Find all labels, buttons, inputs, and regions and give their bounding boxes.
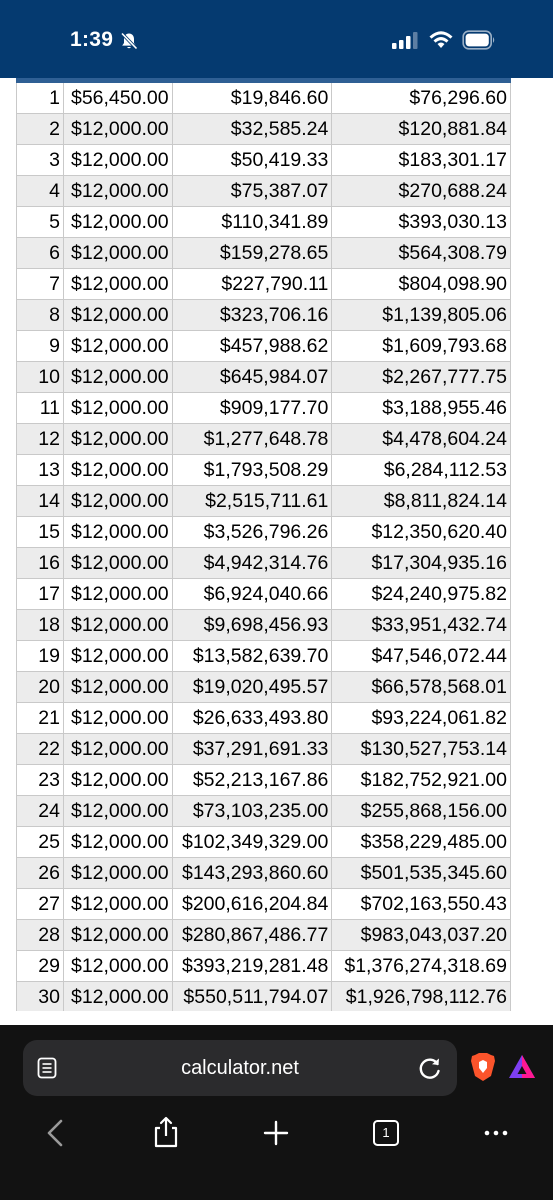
year-cell: 11 [17, 393, 64, 424]
table-row [17, 300, 511, 331]
interest-cell: $280,867,486.77 [172, 920, 332, 951]
table-row [17, 393, 511, 424]
deposit-cell: $12,000.00 [63, 486, 172, 517]
back-icon[interactable] [36, 1113, 76, 1153]
browser-toolbar [0, 1025, 553, 1200]
table-row [17, 765, 511, 796]
table-row [17, 827, 511, 858]
year-cell: 18 [17, 610, 64, 641]
tab-count: 1 [382, 1125, 390, 1140]
deposit-cell: $12,000.00 [63, 672, 172, 703]
interest-cell: $393,219,281.48 [172, 951, 332, 982]
deposit-cell: $12,000.00 [63, 331, 172, 362]
interest-cell: $200,616,204.84 [172, 889, 332, 920]
deposit-cell: $12,000.00 [63, 455, 172, 486]
deposit-cell: $12,000.00 [63, 393, 172, 424]
balance-cell: $24,240,975.82 [332, 579, 511, 610]
balance-cell: $1,376,274,318.69 [332, 951, 511, 982]
deposit-cell: $12,000.00 [63, 734, 172, 765]
table-row [17, 455, 511, 486]
year-cell: 10 [17, 362, 64, 393]
interest-cell: $645,984.07 [172, 362, 332, 393]
table-row [17, 672, 511, 703]
interest-cell: $2,515,711.61 [172, 486, 332, 517]
deposit-cell: $12,000.00 [63, 269, 172, 300]
year-cell: 14 [17, 486, 64, 517]
interest-cell: $323,706.16 [172, 300, 332, 331]
year-cell: 1 [17, 83, 64, 114]
year-cell: 2 [17, 114, 64, 145]
deposit-cell: $12,000.00 [63, 796, 172, 827]
balance-cell: $120,881.84 [332, 114, 511, 145]
table-row [17, 114, 511, 145]
year-cell: 4 [17, 176, 64, 207]
year-cell: 6 [17, 238, 64, 269]
interest-cell: $110,341.89 [172, 207, 332, 238]
interest-cell: $19,020,495.57 [172, 672, 332, 703]
year-cell: 7 [17, 269, 64, 300]
table-row [17, 517, 511, 548]
balance-cell: $6,284,112.53 [332, 455, 511, 486]
table-row [17, 331, 511, 362]
year-cell: 20 [17, 672, 64, 703]
interest-cell: $4,942,314.76 [172, 548, 332, 579]
table-row [17, 548, 511, 579]
table-row [17, 796, 511, 827]
year-cell: 17 [17, 579, 64, 610]
deposit-cell: $12,000.00 [63, 424, 172, 455]
year-cell: 3 [17, 145, 64, 176]
battery-icon [462, 30, 496, 50]
deposit-cell: $12,000.00 [63, 951, 172, 982]
year-cell: 23 [17, 765, 64, 796]
deposit-cell: $12,000.00 [63, 610, 172, 641]
brave-rewards-icon[interactable] [508, 1054, 536, 1080]
balance-cell: $358,229,485.00 [332, 827, 511, 858]
deposit-cell: $12,000.00 [63, 703, 172, 734]
table-row [17, 424, 511, 455]
year-cell: 28 [17, 920, 64, 951]
table-row [17, 641, 511, 672]
balance-cell: $983,043,037.20 [332, 920, 511, 951]
year-cell: 12 [17, 424, 64, 455]
interest-cell: $32,585.24 [172, 114, 332, 145]
interest-cell: $52,213,167.86 [172, 765, 332, 796]
table-row [17, 145, 511, 176]
interest-cell: $50,419.33 [172, 145, 332, 176]
year-cell: 22 [17, 734, 64, 765]
balance-cell: $1,609,793.68 [332, 331, 511, 362]
status-bar [0, 0, 553, 78]
balance-cell: $1,139,805.06 [332, 300, 511, 331]
year-cell: 8 [17, 300, 64, 331]
deposit-cell: $12,000.00 [63, 765, 172, 796]
deposit-cell: $12,000.00 [63, 827, 172, 858]
table-row [17, 83, 511, 114]
table-row [17, 269, 511, 300]
interest-cell: $909,177.70 [172, 393, 332, 424]
interest-cell: $550,511,794.07 [172, 982, 332, 1012]
table-row [17, 889, 511, 920]
wifi-icon [428, 29, 454, 49]
table-row [17, 858, 511, 889]
balance-cell: $393,030.13 [332, 207, 511, 238]
balance-cell: $12,350,620.40 [332, 517, 511, 548]
deposit-cell: $12,000.00 [63, 207, 172, 238]
deposit-cell: $56,450.00 [63, 83, 172, 114]
balance-cell: $1,926,798,112.76 [332, 982, 511, 1012]
year-cell: 13 [17, 455, 64, 486]
share-icon[interactable] [146, 1113, 186, 1153]
balance-cell: $8,811,824.14 [332, 486, 511, 517]
deposit-cell: $12,000.00 [63, 548, 172, 579]
balance-cell: $66,578,568.01 [332, 672, 511, 703]
deposit-cell: $12,000.00 [63, 641, 172, 672]
balance-cell: $93,224,061.82 [332, 703, 511, 734]
balance-cell: $33,951,432.74 [332, 610, 511, 641]
interest-cell: $159,278.65 [172, 238, 332, 269]
balance-cell: $17,304,935.16 [332, 548, 511, 579]
balance-cell: $2,267,777.75 [332, 362, 511, 393]
interest-cell: $26,633,493.80 [172, 703, 332, 734]
bell-slash-icon [119, 31, 139, 51]
interest-cell: $75,387.07 [172, 176, 332, 207]
interest-cell: $13,582,639.70 [172, 641, 332, 672]
table-row [17, 982, 511, 1012]
balance-cell: $4,478,604.24 [332, 424, 511, 455]
interest-cell: $6,924,040.66 [172, 579, 332, 610]
status-time: 1:39 [70, 28, 114, 51]
year-cell: 26 [17, 858, 64, 889]
cellular-signal-icon [391, 31, 419, 49]
interest-cell: $143,293,860.60 [172, 858, 332, 889]
balance-cell: $255,868,156.00 [332, 796, 511, 827]
table-row [17, 238, 511, 269]
balance-cell: $182,752,921.00 [332, 765, 511, 796]
balance-cell: $804,098.90 [332, 269, 511, 300]
deposit-cell: $12,000.00 [63, 114, 172, 145]
deposit-cell: $12,000.00 [63, 238, 172, 269]
balance-cell: $702,163,550.43 [332, 889, 511, 920]
balance-cell: $76,296.60 [332, 83, 511, 114]
deposit-cell: $12,000.00 [63, 300, 172, 331]
table-row [17, 734, 511, 765]
deposit-cell: $12,000.00 [63, 145, 172, 176]
deposit-cell: $12,000.00 [63, 362, 172, 393]
deposit-cell: $12,000.00 [63, 920, 172, 951]
year-cell: 29 [17, 951, 64, 982]
deposit-cell: $12,000.00 [63, 579, 172, 610]
interest-cell: $3,526,796.26 [172, 517, 332, 548]
interest-cell: $9,698,456.93 [172, 610, 332, 641]
add-tab-icon[interactable] [256, 1113, 296, 1153]
table-row [17, 176, 511, 207]
deposit-cell: $12,000.00 [63, 889, 172, 920]
reload-icon[interactable] [417, 1055, 443, 1081]
table-row [17, 207, 511, 238]
accumulation-schedule-table [16, 78, 511, 1011]
balance-cell: $183,301.17 [332, 145, 511, 176]
interest-cell: $19,846.60 [172, 83, 332, 114]
year-cell: 16 [17, 548, 64, 579]
interest-cell: $102,349,329.00 [172, 827, 332, 858]
interest-cell: $1,793,508.29 [172, 455, 332, 486]
tabs-button[interactable] [366, 1113, 406, 1153]
year-cell: 27 [17, 889, 64, 920]
table-row [17, 951, 511, 982]
brave-shields-icon[interactable] [470, 1052, 496, 1082]
interest-cell: $1,277,648.78 [172, 424, 332, 455]
balance-cell: $130,527,753.14 [332, 734, 511, 765]
table-row [17, 920, 511, 951]
address-bar[interactable] [23, 1040, 457, 1096]
table-row [17, 579, 511, 610]
interest-cell: $457,988.62 [172, 331, 332, 362]
year-cell: 9 [17, 331, 64, 362]
year-cell: 19 [17, 641, 64, 672]
interest-cell: $227,790.11 [172, 269, 332, 300]
balance-cell: $564,308.79 [332, 238, 511, 269]
deposit-cell: $12,000.00 [63, 517, 172, 548]
table-row [17, 610, 511, 641]
interest-cell: $73,103,235.00 [172, 796, 332, 827]
balance-cell: $3,188,955.46 [332, 393, 511, 424]
balance-cell: $501,535,345.60 [332, 858, 511, 889]
reader-mode-icon[interactable] [37, 1057, 57, 1079]
year-cell: 30 [17, 982, 64, 1012]
balance-cell: $270,688.24 [332, 176, 511, 207]
deposit-cell: $12,000.00 [63, 982, 172, 1012]
year-cell: 24 [17, 796, 64, 827]
year-cell: 5 [17, 207, 64, 238]
year-cell: 15 [17, 517, 64, 548]
year-cell: 21 [17, 703, 64, 734]
table-row [17, 362, 511, 393]
schedule-table-container[interactable] [16, 78, 511, 1011]
table-row [17, 486, 511, 517]
table-row [17, 703, 511, 734]
deposit-cell: $12,000.00 [63, 858, 172, 889]
year-cell: 25 [17, 827, 64, 858]
deposit-cell: $12,000.00 [63, 176, 172, 207]
more-icon[interactable] [476, 1113, 516, 1153]
balance-cell: $47,546,072.44 [332, 641, 511, 672]
interest-cell: $37,291,691.33 [172, 734, 332, 765]
url-text[interactable]: calculator.net [181, 1057, 299, 1079]
